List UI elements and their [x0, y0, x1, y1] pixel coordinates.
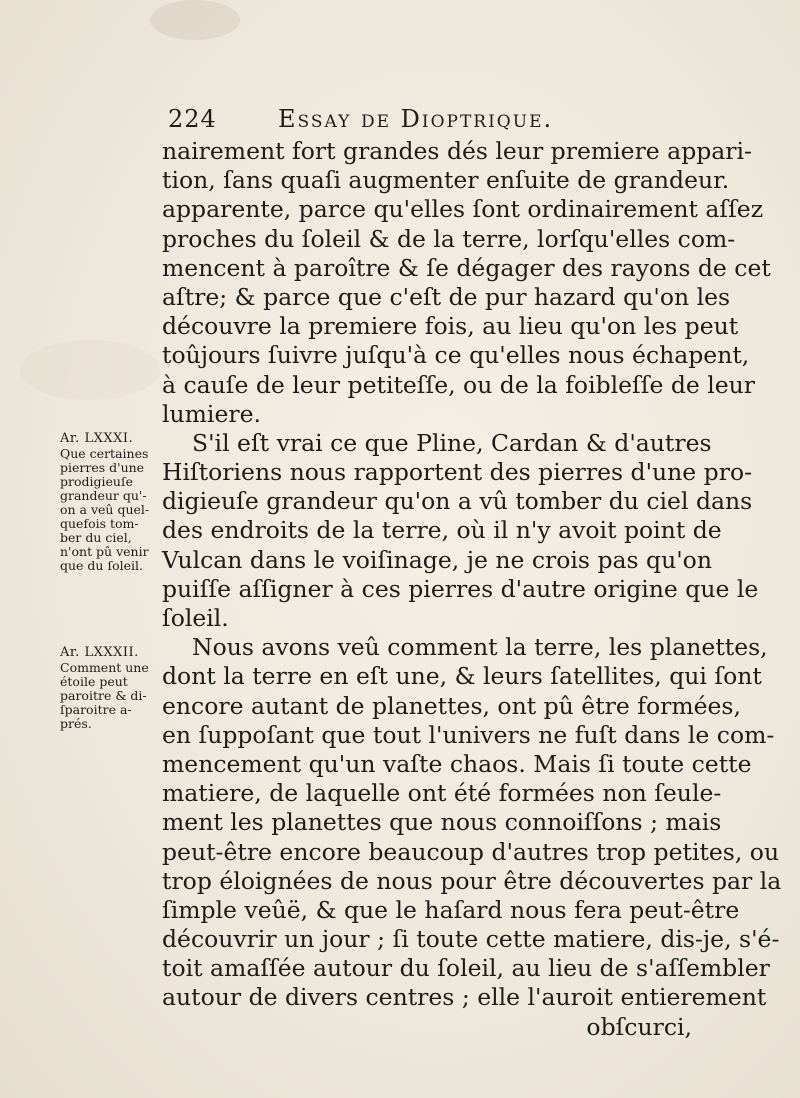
text-line: encore autant de planettes, ont pû être formées,: [162, 691, 741, 720]
text-line: Vulcan dans le voiſinage, je ne crois pas qu'on: [162, 545, 712, 574]
text-line: Nous avons veû comment la terre, les planettes,: [192, 633, 768, 662]
article-ref: Ar. LXXXII.: [60, 645, 139, 660]
marginal-line: on a veû quel-: [60, 502, 150, 517]
text-line: mencent à paroître & ſe dégager des rayons de cet: [162, 253, 771, 282]
marginal-note: [60, 432, 160, 573]
text-line: toit amaſſée autour du ſoleil, au lieu de s'aſſembler: [162, 954, 770, 983]
text-line: dont la terre en eſt une, & leurs ſatellites, qui ſont: [162, 662, 762, 691]
text-line: en ſuppoſant que tout l'univers ne fuſt dans le com-: [162, 720, 775, 749]
text-line: découvrir un jour ; ſi toute cette matiere, dis-je, s'é-: [162, 925, 780, 954]
marginal-line: pierres d'une: [60, 460, 145, 475]
marginal-note: [60, 646, 160, 731]
text-line: mencement qu'un vaſte chaos. Mais ſi toute cette: [162, 749, 752, 778]
marginal-line: Que certaines: [60, 446, 149, 461]
running-header: [168, 105, 608, 133]
text-line: ſimple veûë, & que le haſard nous fera peut-être: [162, 895, 740, 924]
marginal-line: ſparoitre a-: [60, 702, 132, 717]
text-line: autour de divers centres ; elle l'auroit entierement: [162, 983, 767, 1012]
text-line: peut-être encore beaucoup d'autres trop petites, ou: [162, 837, 780, 866]
text-line: matiere, de laquelle ont été formées non ſeule-: [162, 779, 722, 808]
marginal-line: Comment une: [60, 660, 149, 675]
text-line: trop éloignées de nous pour être découvertes par la: [162, 866, 782, 895]
text-line: des endroits de la terre, où il n'y avoit point de: [162, 516, 722, 545]
text-line: Hiſtoriens nous rapportent des pierres d'une pro-: [162, 458, 753, 487]
marginal-line: paroitre & di-: [60, 688, 147, 703]
text-line: tion, ſans quaſi augmenter enſuite de grandeur.: [162, 166, 730, 195]
marginal-line: prodigieuſe: [60, 474, 133, 489]
page-number: 224: [168, 105, 217, 133]
text-line: à cauſe de leur petiteſſe, ou de la foibleſſe de leur: [162, 370, 756, 399]
marginal-line: prés.: [60, 716, 92, 731]
text-line: digieuſe grandeur qu'on a vû tomber du ciel dans: [162, 487, 753, 516]
marginal-line: ber du ciel,: [60, 530, 132, 545]
running-title: Essay de Dioptrique.: [278, 105, 554, 133]
text-line: puiſſe aſſigner à ces pierres d'autre origine que le: [162, 574, 759, 603]
marginal-line: étoile peut: [60, 674, 128, 689]
text-line: aſtre; & parce que c'eſt de pur hazard qu'on les: [162, 282, 731, 311]
marginal-line: grandeur qu'-: [60, 488, 147, 503]
text-line: nairement fort grandes dés leur premiere appari-: [162, 137, 752, 165]
text-line: découvre la premiere fois, au lieu qu'on les peut: [162, 312, 739, 341]
text-line: lumiere.: [162, 399, 261, 428]
paper-stain: [20, 340, 160, 400]
text-line: ment les planettes que nous connoiſſons ; mais: [162, 808, 722, 837]
main-text: [162, 137, 782, 1042]
text-line: apparente, parce qu'elles ſont ordinairement aſſez: [162, 195, 764, 224]
text-line: proches du ſoleil & de la terre, lorſqu'elles com-: [162, 224, 736, 253]
text-line: S'il eſt vrai ce que Pline, Cardan & d'autres: [192, 428, 712, 457]
text-line: toûjours ſuivre juſqu'à ce qu'elles nous échapent,: [162, 341, 750, 370]
marginal-line: n'ont pû venir: [60, 544, 149, 559]
text-line: ſoleil.: [162, 604, 229, 632]
text-line: obſcurci,: [586, 1012, 692, 1041]
marginal-line: que du ſoleil.: [60, 558, 143, 573]
article-ref: Ar. LXXXI.: [60, 431, 134, 446]
paper-stain: [150, 0, 240, 40]
marginal-line: quefois tom-: [60, 516, 139, 531]
